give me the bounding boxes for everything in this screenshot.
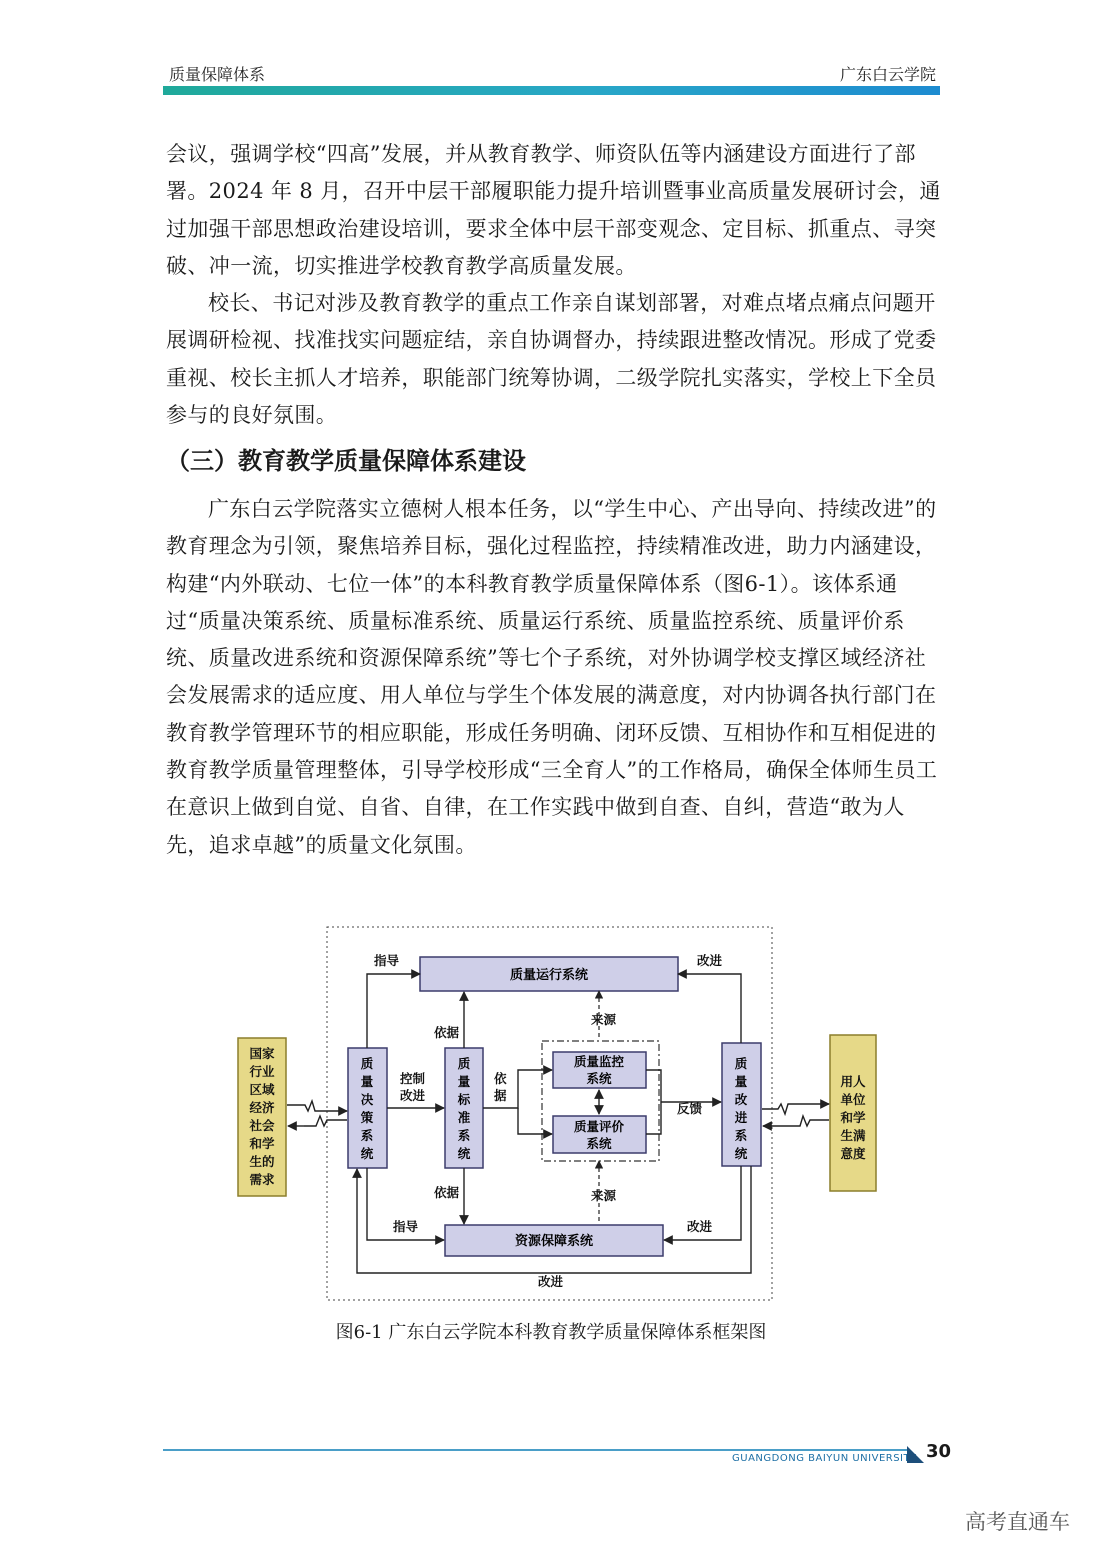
figure-caption: 图6-1 广东白云学院本科教育教学质量保障体系框架图 — [335, 1322, 767, 1343]
decision-char: 决 — [360, 1092, 374, 1107]
external-needs-line: 需求 — [249, 1172, 275, 1187]
improve-char: 统 — [734, 1146, 748, 1161]
standard-char: 准 — [457, 1110, 471, 1125]
label-improve-top: 改进 — [697, 953, 723, 968]
resource-system-label: 资源保障系统 — [514, 1234, 594, 1249]
label-source-bottom: 来源 — [591, 1188, 617, 1203]
header-university-name: 广东白云学院 — [839, 65, 936, 84]
evaluate-line: 质量评价 — [573, 1119, 625, 1134]
paragraph-3: 广东白云学院落实立德树人根本任务，以“学生中心、产出导向、持续改进”的教育理念为引领，聚焦培养目标，强化过程监控，持续精准改进，助力内涵建设，构建“内外联动、七位一体”的本科教育教学质量保障体系（图6-1）。该体系通过“质量决策系统、质量标准系统、质量运行系统、质量监控系统、质量评价系统、质量改进系统和资源保障系统”等七个子系统，对外协调学校支撑区域经济社会发展需求的适应度、用人单位与学生个体发展的满意度，对内协调各执行部门在教育教学管理环节的相应职能，形成任务明确、闭环反馈、互相协作和互相促进的教育教学质量管理整体，引导学校形成“三全育人”的工作格局，确保全体师生员工在意识上做到自觉、自省、自律，在工作实践中做到自查、自纠，营造“敢为人先，追求卓越”的质量文化氛围。 — [166, 497, 938, 857]
label-basis-up: 依据 — [434, 1025, 460, 1040]
decision-char: 策 — [360, 1110, 374, 1125]
label-source-top: 来源 — [591, 1012, 617, 1027]
monitor-line: 系统 — [586, 1071, 612, 1086]
label-basis-down: 依据 — [434, 1185, 460, 1200]
satisfaction-line: 生满 — [840, 1128, 866, 1143]
left-zigzag-out — [304, 1116, 347, 1126]
footer-university: GUANGDONG BAIYUN UNIVERSITY — [732, 1453, 917, 1464]
operation-system-label: 质量运行系统 — [509, 968, 589, 983]
right-zigzag-in — [786, 1116, 829, 1126]
header-gradient-bar — [163, 86, 940, 95]
label-improve-bottom: 改进 — [687, 1219, 713, 1234]
standard-char: 标 — [457, 1092, 471, 1107]
label-guide-bottom: 指导 — [393, 1219, 419, 1234]
improve-char: 进 — [734, 1110, 748, 1125]
header-section-title: 质量保障体系 — [169, 65, 266, 84]
improve-char: 系 — [734, 1128, 748, 1143]
footer-triangle-icon — [907, 1446, 924, 1463]
label-basis-mid: 据 — [494, 1088, 507, 1103]
decision-char: 系 — [360, 1128, 374, 1143]
external-needs-line: 和学 — [249, 1136, 275, 1151]
standard-char: 系 — [457, 1128, 471, 1143]
satisfaction-line: 单位 — [840, 1092, 866, 1107]
footer-rule — [163, 1449, 907, 1451]
improve-char: 改 — [734, 1092, 748, 1107]
paragraph-2: 校长、书记对涉及教育教学的重点工作亲自谋划部署，对难点堵点痛点问题开展调研检视、找准找实问题症结，亲自协调督办，持续跟进整改情况。形成了党委重视、校长主抓人才培养，职能部门统筹协调，二级学院扎实落实，学校上下全员参与的良好氛围。 — [166, 291, 937, 427]
paragraph-1: 会议，强调学校“四高”发展，并从教育教学、师资队伍等内涵建设方面进行了部署。2024 年 8 月，召开中层干部履职能力提升培训暨事业高质量发展研讨会，通过加强干部思想政治建设培训，要求全体中层干部变观念、定目标、抓重点、寻突破、冲一流，切实推进学校教育教学高质量发展。 — [166, 142, 941, 278]
external-needs-line: 社会 — [249, 1118, 275, 1133]
quality-system-diagram — [230, 923, 880, 1303]
label-control: 改进 — [400, 1088, 426, 1103]
external-needs-line: 区域 — [249, 1082, 275, 1097]
monitor-line: 质量监控 — [573, 1054, 625, 1069]
label-guide-top: 指导 — [374, 953, 400, 968]
label-basis-mid: 依 — [494, 1071, 507, 1086]
external-needs-line: 行业 — [249, 1064, 275, 1079]
decision-char: 量 — [360, 1074, 374, 1089]
decision-char: 统 — [360, 1146, 374, 1161]
satisfaction-line: 和学 — [840, 1110, 866, 1125]
basis-evaluate-arrow — [518, 1108, 552, 1134]
standard-char: 统 — [457, 1146, 471, 1161]
page-header — [163, 58, 940, 98]
label-feedback: 反馈 — [677, 1101, 703, 1116]
external-needs-line: 国家 — [249, 1046, 275, 1061]
decision-char: 质 — [360, 1056, 374, 1071]
watermark: 高考直通车 — [965, 1510, 1070, 1534]
satisfaction-text — [840, 1074, 866, 1161]
improve-char: 量 — [734, 1074, 748, 1089]
improve-char: 质 — [734, 1056, 748, 1071]
section-title: （三）教育教学质量保障体系建设 — [166, 447, 526, 475]
improve-top-arrow — [678, 974, 741, 1043]
page-number: 30 — [926, 1441, 952, 1462]
standard-char: 质 — [457, 1056, 471, 1071]
label-improve-outer: 改进 — [538, 1274, 564, 1289]
evaluate-line: 系统 — [586, 1136, 612, 1151]
external-needs-line: 经济 — [249, 1100, 275, 1115]
satisfaction-line: 用人 — [840, 1074, 866, 1089]
satisfaction-line: 意度 — [840, 1146, 866, 1161]
left-zigzag-in — [287, 1101, 326, 1111]
standard-char: 量 — [457, 1074, 471, 1089]
guide-top-arrow — [367, 974, 420, 1048]
right-zigzag-out — [762, 1104, 803, 1114]
external-needs-line: 生的 — [249, 1154, 275, 1169]
label-control: 控制 — [400, 1071, 426, 1086]
